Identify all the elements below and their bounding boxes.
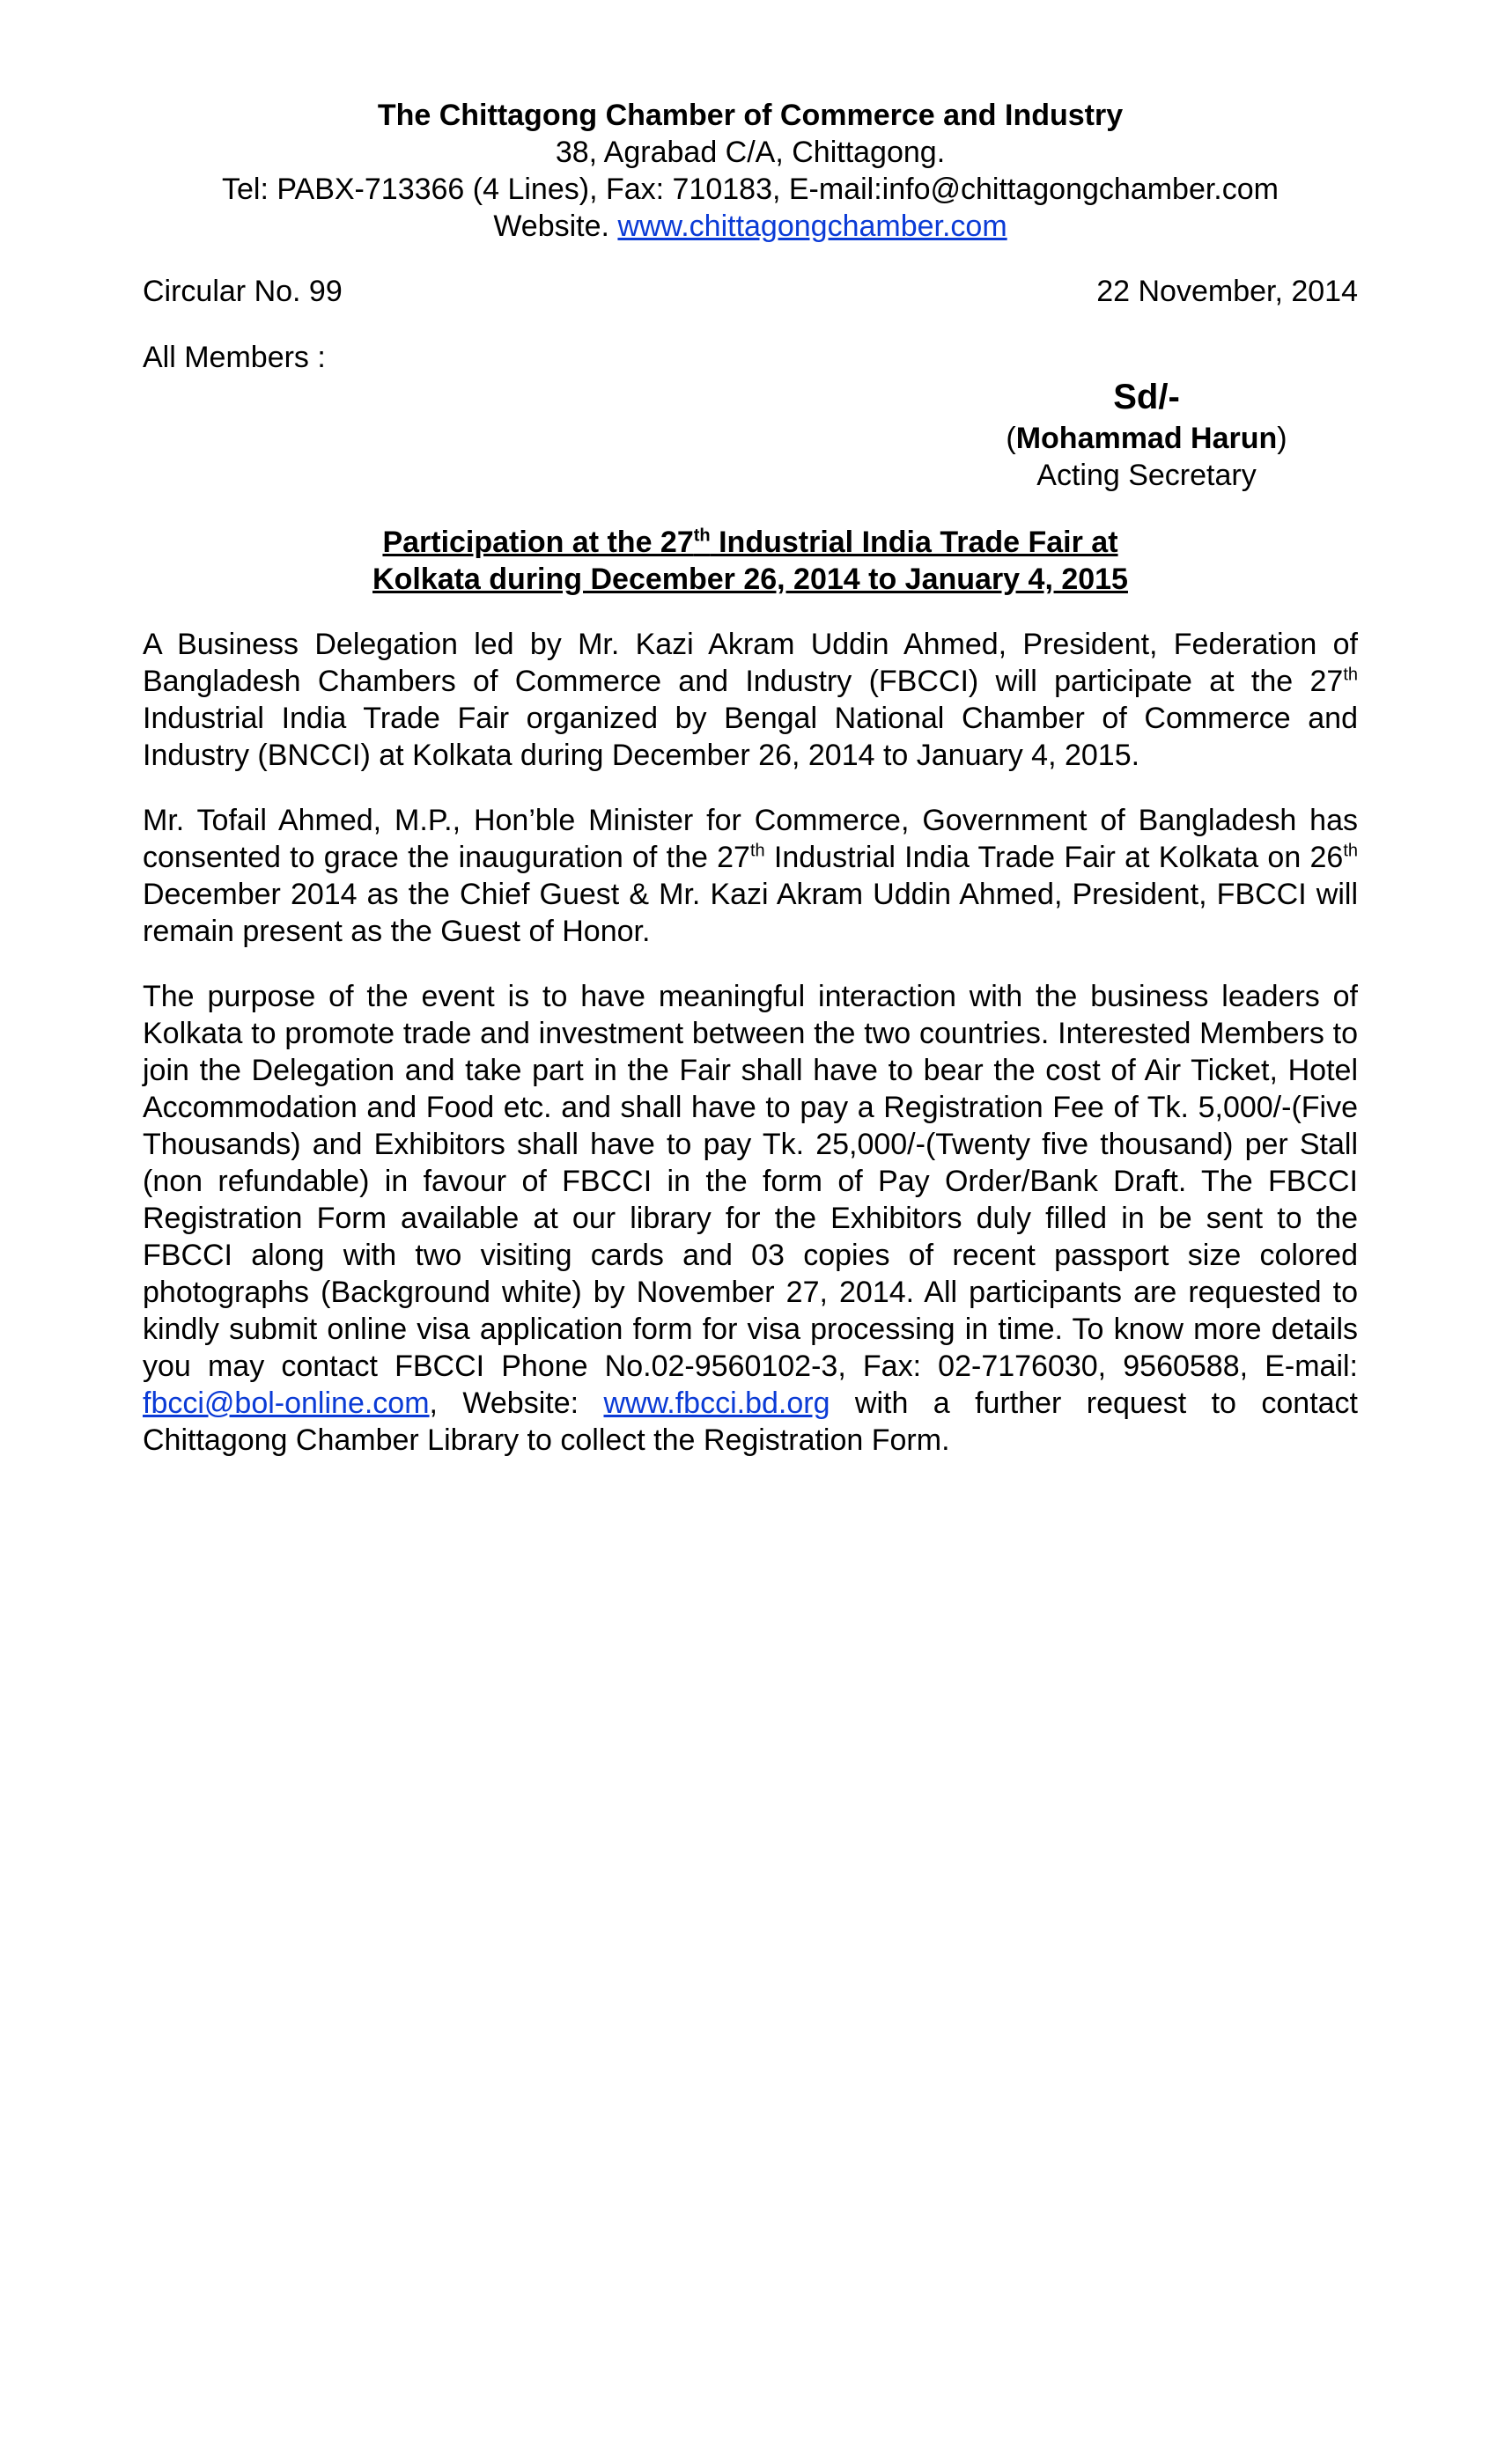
fbcci-website-link[interactable]: www.fbcci.bd.org xyxy=(603,1386,830,1420)
signature-mark: Sd/- xyxy=(1113,378,1180,416)
subject-line-1-text: Participation at the 27 xyxy=(382,526,694,559)
organization-address: 38, Agrabad C/A, Chittagong. xyxy=(555,136,946,169)
organization-contact: Tel: PABX-713366 (4 Lines), Fax: 710183, E-mail:info@chittagongchamber.com xyxy=(222,173,1279,206)
organization-website-line xyxy=(143,208,1358,245)
subject-heading xyxy=(143,524,1358,598)
signatory-title: Acting Secretary xyxy=(1036,459,1257,492)
paragraph-2-superscript-2: th xyxy=(1343,841,1358,861)
paragraph-1-superscript: th xyxy=(1343,665,1358,685)
website-link[interactable]: www.chittagongchamber.com xyxy=(617,210,1007,243)
paren-open: ( xyxy=(1006,422,1016,455)
paragraph-delegation xyxy=(143,626,1358,774)
signatory-name-line xyxy=(970,420,1323,457)
paragraph-2-text-c: December 2014 as the Chief Guest & Mr. Kazi Akram Uddin Ahmed, President, FBCCI will remain present as the Guest of Honor. xyxy=(143,878,1358,948)
letterhead xyxy=(143,97,1358,245)
paragraph-2-text-a: Mr. Tofail Ahmed, M.P., Hon’ble Minister for Commerce, Government of Bangladesh has consented to grace the inauguration of the 27 xyxy=(143,804,1358,874)
signature-block xyxy=(970,374,1323,494)
subject-line-1 xyxy=(143,524,1358,561)
subject-superscript: th xyxy=(693,526,711,546)
paragraph-1-text-a: A Business Delegation led by Mr. Kazi Akram Uddin Ahmed, President, Federation of Bangladesh Chambers of Commerce and Industry (FBCCI) will participate at the 27 xyxy=(143,628,1358,698)
circular-date: 22 November, 2014 xyxy=(1096,275,1358,308)
paragraph-inauguration xyxy=(143,802,1358,950)
paragraph-1-text-b: Industrial India Trade Fair organized by Bengal National Chamber of Commerce and Industry (BNCCI) at Kolkata during December 26, 2014 to January 4, 2015. xyxy=(143,702,1358,772)
paragraph-2-superscript-1: th xyxy=(749,841,765,861)
website-label: Website. xyxy=(493,210,618,243)
paragraph-purpose xyxy=(143,978,1358,1459)
paren-close: ) xyxy=(1277,422,1287,455)
paragraph-3-text-b: , Website: xyxy=(429,1386,604,1420)
subject-line-1-rest: Industrial India Trade Fair at xyxy=(710,526,1118,559)
subject-line-2: Kolkata during December 26, 2014 to January 4, 2015 xyxy=(372,563,1128,596)
paragraph-2-text-b: Industrial India Trade Fair at Kolkata on 26 xyxy=(764,841,1344,874)
fbcci-email-link[interactable]: fbcci@bol-online.com xyxy=(143,1386,430,1420)
circular-info-row xyxy=(143,273,1358,310)
paragraph-3-text-c: with a further request to contact Chittagong Chamber Library to collect the Registration Form. xyxy=(143,1386,1358,1457)
organization-name: The Chittagong Chamber of Commerce and Industry xyxy=(377,99,1124,132)
recipients-line: All Members : xyxy=(143,341,326,374)
circular-number: Circular No. 99 xyxy=(143,275,343,308)
paragraph-3-text-a: The purpose of the event is to have meaningful interaction with the business leaders of Kolkata to promote trade and investment between the two countries. Interested Members to join the Delegation and take part in the Fair shall have to bear the cost of Air Ticket, Hotel Accommodation and Food etc. and shall have to pay a Registration Fee of Tk. 5,000/-(Five Thousands) and Exhibitors shall have to pay Tk. 25,000/-(Twenty five thousand) per Stall (non refundable) in favour of FBCCI in the form of Pay Order/Bank Draft. The FBCCI Registration Form available at our library for the Exhibitors duly filled in be sent to the FBCCI along with two visiting cards and 03 copies of recent passport size colored photographs (Background white) by November 27, 2014. All participants are requested to kindly submit online visa application form for visa processing in time. To know more details you may contact FBCCI Phone No.02-9560102-3, Fax: 02-7176030, 9560588, E-mail: xyxy=(143,980,1358,1383)
signatory-name: Mohammad Harun xyxy=(1015,422,1278,455)
